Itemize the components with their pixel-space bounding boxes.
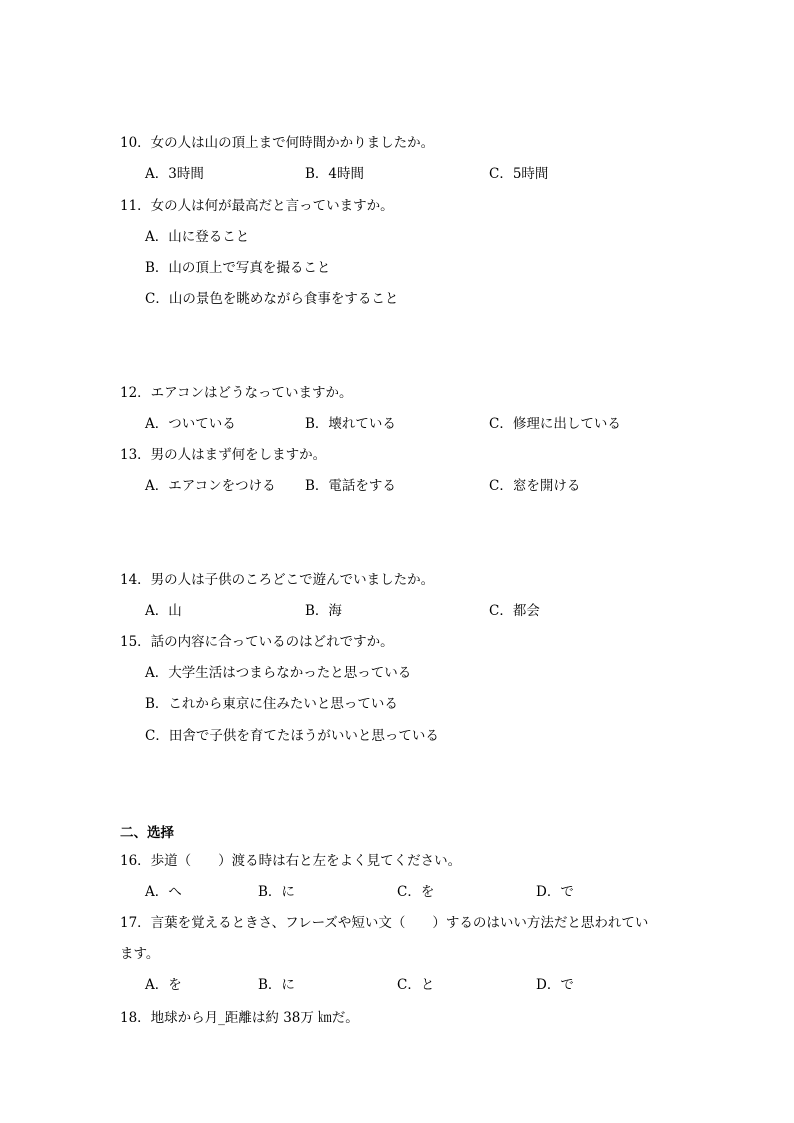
q13-option-b: B．電話をする <box>305 478 396 494</box>
q14-option-a: A．山 <box>145 603 182 619</box>
q15-option-a: A．大学生活はつまらなかったと思っている <box>145 665 412 681</box>
question-14: 14．男の人は子供のころどこで遊んでいましたか。 <box>120 572 435 588</box>
q12-option-a: A．ついている <box>145 416 236 432</box>
question-16: 16．歩道（ ）渡る時は右と左をよく見てください。 <box>120 853 462 869</box>
question-17: 17．言葉を覚えるときさ、フレーズや短い文（ ）するのはいい方法だと思われてい <box>120 915 649 931</box>
q16-option-c: C．を <box>397 884 435 900</box>
question-12: 12．エアコンはどうなっていますか。 <box>120 385 353 401</box>
q17-option-b: B．に <box>258 977 295 993</box>
q14-option-b: B．海 <box>305 603 342 619</box>
question-10: 10．女の人は山の頂上まで何時間かかりましたか。 <box>120 135 435 151</box>
q16-option-b: B．に <box>258 884 295 900</box>
question-15: 15．話の内容に合っているのはどれですか。 <box>120 634 394 650</box>
q17-option-a: A．を <box>145 977 182 993</box>
q12-option-c: C．修理に出している <box>489 416 621 432</box>
q13-option-a: A．エアコンをつける <box>145 478 276 494</box>
question-18: 18．地球から月_距離は約 38万 ㎞だ。 <box>120 1010 359 1026</box>
q10-option-a: A．3時間 <box>145 166 204 182</box>
q10-option-b: B．4時間 <box>305 166 365 182</box>
question-11: 11．女の人は何が最高だと言っていますか。 <box>120 198 394 214</box>
section-title: 二、选择 <box>120 825 174 841</box>
q13-option-c: C．窓を開ける <box>489 478 581 494</box>
q15-option-b: B．これから東京に住みたいと思っている <box>145 696 398 712</box>
q12-option-b: B．壊れている <box>305 416 396 432</box>
q16-option-a: A．へ <box>145 884 182 900</box>
q16-option-d: D．で <box>536 884 574 900</box>
q11-option-b: B．山の頂上で写真を撮ること <box>145 260 331 276</box>
q17-option-d: D．で <box>536 977 574 993</box>
question-17-continuation: ます。 <box>120 946 160 962</box>
q14-option-c: C．都会 <box>489 603 540 619</box>
q11-option-c: C．山の景色を眺めながら食事をすること <box>145 291 399 307</box>
q17-option-c: C．と <box>397 977 435 993</box>
q10-option-c: C．5時間 <box>489 166 549 182</box>
q15-option-c: C．田舎で子供を育てたほうがいいと思っている <box>145 728 439 744</box>
q11-option-a: A．山に登ること <box>145 229 250 245</box>
question-13: 13．男の人はまず何をしますか。 <box>120 447 327 463</box>
